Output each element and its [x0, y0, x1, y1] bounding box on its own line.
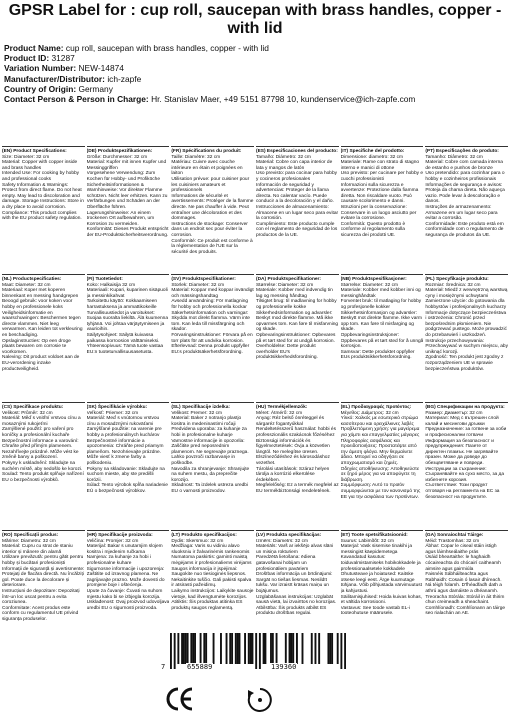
barcode-bar	[331, 633, 333, 664]
language-section	[2, 530, 85, 658]
section-heading: (SV) Produktspecifikationer:	[171, 277, 236, 282]
section-body: Tamanho: Diâmetro: 32 cm Material: Cobre com camada interna de estanho e punhos de bronze Uso pretendido: para cozinhar para o hobby e cozinheiros profissionais Informações de segurança e avisos: Proteja da chama direta. Não aqueça vazio. Pode levar à descoloração e danos. Instruções de armazenamento: Armazene em um lugar seco para evitar a corrosão. Conformidade: Este produto está em conformidade com o regulamento de segurança de produtos da UE.	[425, 154, 505, 238]
section-body: Méret: Átmérő: 32 cm Anyag: Réz belső ónréteggel és sárgaréz fogantyúkkal Rendeltetésszerű használat: hobbi és professzionális szakácsok főzéséhez Biztonsági információk és figyelmeztetések: Óvja a közvetlen lángtól. Ne melegítse üresen. Elszíneződéshez és károsodáshoz vezethet. Tárolási utasítások: Száraz helyen tárolja a korrózió elkerülése érdekében. Megfelelőség: Ez a termék megfelel az EU termékbiztonsági rendeletének.	[255, 410, 339, 494]
barcode-bar	[302, 633, 304, 664]
barcode-bar	[276, 633, 278, 664]
language-section	[2, 146, 85, 274]
language-section	[87, 530, 170, 658]
barcode-bar	[250, 633, 252, 664]
section-body: Izmērs: Diametrs: 32 cm Materiāls: Varš ar iekšējo alvas slāni un misiņa rokturiem Paredzētā lietošana: ēdiena gatavošanai hobijam un profesionāliem pavāriem Drošības informācija un brīdinājumi: Sargāt no tiešas liesmas. Nesildīt tukšu. Var izraisīt krāsas maiņu un bojājumus. Uzglabāšanas instrukcijas: Uzglabāt sausā vietā, lai izvairītos no korozijas. Atbilstība: Šis produkts atbilst ES produktu drošības regulai.	[255, 538, 337, 617]
barcode-right-digits: 139360	[271, 663, 297, 671]
section-heading: (FI) Tuotetiedot:	[86, 277, 123, 282]
section-heading: (HU) Termékjellemzők:	[255, 405, 308, 410]
barcode-bar	[344, 633, 346, 669]
section-body: Koko: Halkaisija 32 cm Materiaali: Kupari, kuparinen sisäpuoli ja messinkikahvat Tarkoitettu käyttö: Kokkaamiseen harrastuksena ja ammattikokeille Turvallisuustiedot ja varoitukset: Suojaa suoralta liekiltä. Älä kuumenna tyhjänä. Voi johtaa värjäytymiseen ja vaurioihin. Säilytysohjeet: Säilytä kuivassa paikassa korroosion välttämiseksi. Yhteensopivuus: Tämä tuote vastaa EU:n tuoteturvallisuusasetusta.	[86, 282, 168, 355]
info-label: Product Name:	[4, 43, 64, 53]
barcode-bar	[185, 633, 187, 664]
info-value: Hr. Stanislav Maer, +49 5151 87798 10, kundenservice@ich-zapfe.com	[151, 94, 416, 105]
info-value: ich-zapfe	[107, 73, 142, 84]
barcode-bar	[190, 633, 192, 664]
section-body: Suurus: Läbimõõt: 32 cm Materjal: Vask sisemise tinakihi ja messingist käepidemetega Kavandatud kasutus: toiduvalmistamiseks hobikokkadele ja professionaalsetele kokkadele Ohutusteave ja hoiatused: Kaitske otsese leegi eest. Ärge kuumutage tühjana. Võib põhjustada värvimuutust ja kahjustusi. Säilitamisjuhised: Hoida kuivas kohas, et vältida korrosiooni. Vastavus: See toode vastab EL-i tooteohutuse määrusele.	[340, 538, 422, 617]
language-section	[425, 530, 508, 658]
barcode-bar	[226, 633, 228, 664]
barcode-bar	[174, 633, 176, 669]
language-section	[87, 146, 170, 274]
barcode-bar	[213, 633, 215, 664]
language-section	[2, 274, 85, 402]
section-heading: (HR) Specifikacije proizvoda:	[86, 533, 153, 538]
barcode-bar	[340, 633, 342, 669]
section-body: Storlek: Diameter: 32 cm Material: Koppar med koppar invändigt och mässingshandtag Avsedd användning: För matlagning för hobby och professionella kockar Säkerhetsinformation och varningar: Skydda mot direkt flamma. Värm inte tom. Kan leda till missfärgning och skador. Förvaringsinstruktioner: Förvara på en torr plats för att undvika korrosion. Efterlevnad: Denna produkt uppfyller EU:s produktsäkerhetsförordning.	[171, 282, 254, 355]
section-body: Size: Diameter: 32 cm Material: Copper with copper inside and brass handles Intended Use: For cooking by hobby and professional cooks Safety Information & Warnings: Protect from direct flame. Do not heat empty. May lead to discoloration and damage. Storage Instructions: Store in a dry place to avoid corrosion. Compliance: This product complies with the EU product safety regulation.	[2, 154, 84, 222]
info-value: 31287	[51, 53, 75, 64]
section-heading: (CS) Specifikace produktu:	[2, 405, 64, 410]
barcode-bar	[181, 633, 183, 664]
barcode-bar	[255, 633, 257, 669]
section-heading: (SK) Špecifikácie výrobku:	[86, 405, 148, 410]
language-section	[341, 402, 424, 530]
section-body: Größe: Durchmesser: 32 cm Material: Kupfer mit innen Kupfer und Messinggriffen Vorgesehene Verwendung: Zum Kochen für Hobby- und Profiköche Sicherheitsinformationen & Warnhinweise: Vor direkter Flamme schützen. Nicht leer erhitzen. Kann zu Verfärbungen und Schäden an der Oberfläche führen. Lagerungshinweise: An einem trockenen Ort aufbewahren, um Korrosion zu vermeiden. Konformität: Dieses Produkt entspricht der EU-Produktsicherheitsverordnung.	[86, 154, 169, 238]
barcode-bar	[337, 633, 339, 664]
barcode-bar	[239, 633, 241, 664]
section-heading: (LV) Produkta specifikācijas:	[255, 533, 322, 538]
info-line	[4, 63, 508, 73]
barcode-bar	[311, 633, 313, 664]
section-body: Dimensione: diametro: 32 cm Materiale: Rame con strato di stagno interno e manici di ottone Uso previsto: per cucinare per hobby e cuochi professionisti Informazioni sulla sicurezza e avvertenze: Protezione dalla fiamma diretta. Non riscaldare vuoto. Può causare scolorimento e danni. Istruzioni per la conservazione: Conservare in un luogo asciutto per evitare la corrosione. Conformità: Questo prodotto è conforme al regolamento sulla sicurezza dei prodotti UE.	[340, 154, 424, 238]
barcode-bar	[259, 633, 261, 669]
section-heading: (FR) Spécifications du produit:	[171, 149, 242, 154]
section-body: Méid: Trastomhas: 32 cm Ábhar: Copar le ciseal stáin istigh agus láimhseálaithe prás Úsáid bheartaithe: le haghaidh cócaireachta do chócairí caitheamh aimsire agus gairmiúla Faisnéis Sábháilteachta agus Rabhaidh: Cosain ó lasair dhíreach. Ná téigh folamh. D'fhéadfadh dath a athrú agus damáiste a dhéanamh. Treoracha Stórála: Stóráil in áit thirim chun creimeadh a sheachaint. Comhlíonadh: Comhlíonann an táirge seo rialachán an AE.	[425, 538, 506, 617]
info-label: Contact Person & Person in Charge:	[4, 94, 149, 105]
language-section	[2, 402, 85, 530]
barcode-bar	[289, 633, 291, 664]
language-section	[256, 274, 339, 402]
section-body: Størrelse: Diameter: 32 cm Materiale: Kobber med indvendig tin lag og messing håndtag Tilsigtet brug: til madlavning for hobby og professionelle kokke Sikkerhedsinformation og advarsler: Beskyt mod direkte flamme. Må ikke opvarmes tom. Kan føre til misfarvning og skade. Opbevaringsinstruktioner: Opbevares på et tørt sted for at undgå korrosion. Overholdelse: Dette produkt overholder EU's produktsikkerhedsforordning.	[255, 282, 339, 361]
section-body: Veľkosť: Priemer: 32 cm Materiál: Meď s vnútornou vrstvou cínu a mosadznými rukoväťami Zamýšľané použitie: na varenie pre hobby a profesionálnych kuchárov Bezpečnostné informácie a upozornenia: Chráňte pred priamym plameňom. Nezohrievajte prázdne. Môže viesť k zmene farby a poškodeniu. Pokyny na skladovanie: Skladujte na suchom mieste, aby ste predišli korózii. Súlad: Tento výrobok spĺňa nariadenie EÚ o bezpečnosti výrobkov.	[86, 410, 168, 494]
barcode-bar	[170, 633, 172, 669]
info-label: Country of Origin:	[4, 83, 77, 94]
section-heading: (GA) Sonraíochtaí Táirge:	[425, 533, 484, 538]
barcode-bar	[272, 633, 274, 664]
barcode-bar	[290, 633, 292, 664]
section-body: Dydis: Skersmuo: 32 cm Medžiaga: Varis su vidiniu alavo sluoksniu ir žalvarinėmis rankenomis Numatoma paskirtis: gaminti maistą mėgėjams ir profesionaliems virėjams Saugos informacija ir įspėjimai: Saugokite nuo tiesioginės liepsnos. Nekaitinkite tuščio. Gali pakisti spalva ir atsirasti pažeidimų. Laikymo instrukcijos: Laikykite sausoje vietoje, kad išvengtumėte korozijos. Atitiktis: Šis produktas atitinka ES produktų saugos reglamentą.	[171, 538, 254, 611]
info-value: NEW-14874	[78, 63, 124, 74]
info-line	[4, 94, 508, 104]
barcode-bar	[229, 633, 231, 664]
section-body: Mărime: Diametru: 32 cm Material: Cupru cu strat de staniu interior și mânere din alamă Utilizare prevăzută: pentru gătit pentru hobby și bucătari profesioniști Informații de siguranță și avertismente: Protejați de flacăra directă. Nu încălziți gol. Poate duce la decolorare și deteriorare. Instrucțiuni de depozitare: Depozitați într-un loc uscat pentru a evita coroziunea. Conformitate: Acest produs este conform cu regulamentul UE privind siguranța produselor.	[2, 538, 85, 622]
section-heading: (NL) Productspecificaties:	[2, 277, 62, 282]
info-value: Germany	[78, 83, 113, 94]
info-label: Manufacturer/Distributor:	[4, 73, 105, 84]
barcode-bar	[296, 633, 298, 664]
language-section	[425, 402, 508, 530]
barcode-left-digits: 655889	[187, 663, 213, 671]
section-body: Tamaño: Diámetro: 32 cm Material: Cobre con capa interior de lata y mangos de latón Uso previsto: para cocinar para hobby y cocineros profesionales Información de seguridad y advertencias: Proteger de la llama directa. No calentar vacío. Puede conducir a la decoloración y el daño. Instrucciones de almacenamiento: Almacene en un lugar seco para evitar la corrosión. Cumplimiento: Este producto cumple con el reglamento de seguridad de los productos de la UE.	[255, 154, 339, 238]
section-heading: (SL) Specifikacije izdelka:	[171, 405, 230, 410]
language-section	[256, 146, 339, 274]
section-body: Μέγεθος: Διάμετρος: 32 cm Υλικό: Χαλκός με εσωτερικό στρώμα κασσίτερου και ορειχάλκινες λαβές Προβλεπόμενη χρήση: για μαγείρεμα για χόμπι και επαγγελματίες μάγειρες Πληροφορίες ασφάλειας και προειδοποιήσεις: Προστατέψτε από την άμεση φλόγα. Μην θερμαίνετε άδειο. Μπορεί να οδηγήσει σε αποχρωματισμό και ζημιές. Οδηγίες αποθήκευσης: Αποθηκεύστε σε ξηρό μέρος για να αποφύγετε τη διάβρωση. Συμμόρφωση: Αυτό το προϊόν συμμορφώνεται με τον κανονισμό της ΕΕ για την ασφάλεια των προϊόντων.	[340, 410, 421, 500]
barcode-bar	[248, 633, 250, 664]
barcode-bar	[192, 633, 194, 664]
barcode-bar	[264, 633, 266, 664]
barcode-bar	[270, 633, 272, 664]
language-section	[171, 274, 254, 402]
barcode-bar	[203, 633, 205, 664]
barcode-bar	[235, 633, 237, 664]
barcode-bar	[318, 633, 320, 664]
section-heading: (RO) Specificații produs:	[2, 533, 59, 538]
section-heading: (ET) Toote spetsifikatsioonid:	[340, 533, 408, 538]
barcode-bar	[263, 633, 265, 664]
barcode-bar	[187, 633, 189, 664]
info-line	[4, 53, 508, 63]
product-info	[4, 43, 508, 104]
section-heading: (EL) Προδιαγραφές προϊόντος:	[340, 405, 412, 410]
section-heading: (PL) Specyfikacje produktu:	[425, 277, 489, 282]
section-heading: (LT) Produkto specifikacijos:	[171, 533, 237, 538]
language-grid	[2, 146, 508, 658]
section-heading: (DA) Produktspecifikationer:	[255, 277, 322, 282]
language-section	[425, 146, 508, 274]
section-body: Størrelse: Diameter: 32 cm Materiale: Kobber med kobber inni og messinghåndtak Forventet bruk: til matlaging for hobby og profesjonelle kokker Sikkerhetsinformasjon og advarsler: Beskytt mot direkte flamme. Ikke varm opp tom. Kan føre til misfarging og skade. Oppbevaringsinstruksjoner: Oppbevares på et tørt sted for å unngå korrosjon. Samsvar: Dette produktet oppfyller EUs produktsikkerhetsforordning.	[340, 282, 424, 361]
barcode	[160, 633, 350, 675]
language-section	[171, 146, 254, 274]
section-heading: (PT) Especificações do produto:	[425, 149, 499, 154]
section-heading: (NB) Produktspesifikasjoner:	[340, 277, 407, 282]
barcode-bar	[220, 633, 222, 664]
section-body: Размер: Диаметър: 32 cm Материал: Мед с вътрешен слой калай и месингови дръжки Предназначение: за готвене за хоби и професионални готвачи Информация за безопасност и предупреждения: Пазете от директен пламък. Не загрявайте празен. Може да доведе до обезцветяване и повреди. Инструкции за съхранение: Съхранявайте на сухо място, за да избегнете корозия. Съответствие: Този продукт отговаря на регламента на ЕС за безопасност на продуктите.	[425, 410, 507, 500]
barcode-first-digit: 7	[161, 663, 166, 671]
language-section	[256, 402, 339, 530]
section-heading: (DE) Produktspezifikationen:	[86, 149, 153, 154]
barcode-bar	[292, 633, 294, 664]
info-label: Variation Number:	[4, 63, 77, 74]
section-body: Taille: Diamètre: 32 cm Matériau: Cuivre avec couche intérieure en étain et poignées en laiton Utilisation prévue: pour cuisiner pour les cuisiniers amateurs et professionnels Informations de sécurité et avertissements: Protéger de la flamme directe. Ne pas chauffer à vide. Peut entraîner une décoloration et des dommages. Instructions de stockage: Conserver dans un endroit sec pour éviter la corrosion. Conformité: Ce produit est conforme à la réglementation de l'UE sur la sécurité des produits.	[171, 154, 254, 255]
language-section	[341, 274, 424, 402]
language-section	[171, 402, 254, 530]
info-line	[4, 74, 508, 84]
language-section	[87, 402, 170, 530]
barcode-bar	[244, 633, 246, 664]
barcode-bar	[200, 633, 202, 664]
section-heading: (EN) Product Specifications:	[2, 149, 67, 154]
barcode-bar	[237, 633, 239, 664]
info-label: Product ID:	[4, 53, 50, 64]
barcode-bar	[315, 633, 317, 664]
language-section	[87, 274, 170, 402]
info-line	[4, 84, 508, 94]
certification-marks	[0, 686, 510, 716]
barcode-bar	[194, 633, 196, 664]
barcode-bar	[183, 633, 185, 664]
barcode-bar	[231, 633, 233, 664]
barcode-bar	[177, 633, 179, 664]
section-heading: (ES) Especificaciones del producto:	[255, 149, 338, 154]
barcode-bar	[252, 633, 254, 664]
section-heading: (IT) Specifiche del prodotto:	[340, 149, 405, 154]
section-heading: (BG) Спецификации на продукта:	[425, 405, 505, 410]
section-body: Veličina: Promjer: 32 cm Materijal: Bakar s unutarnjim slojem kositra i mjedenim ručkama Namjena: za kuhanje za hobi i profesionalne kuhare Sigurnosne informacije i upozorenja: Zaštitite od izravnog plamena. Ne zagrijavajte prazno. Može dovesti do promjene boje i oštećenja. Upute za čuvanje: Čuvati na suhom mjestu kako bi se izbjegla korozija. Usklađenost: Ovaj proizvod udovoljava uredbi EU o sigurnosti proizvoda.	[86, 538, 170, 611]
ce-mark-icon	[165, 686, 195, 712]
page-title: GPSR Label for : cup roll, saucepan with brass handles, copper - with lid	[8, 2, 502, 37]
barcode-bar	[285, 633, 287, 664]
barcode-bar	[327, 633, 329, 664]
language-section	[341, 530, 424, 658]
language-section	[341, 146, 424, 274]
section-body: Velikost: Premer: 32 cm Material: Baker z notranjo plastjo kositra in medeninastimi ročaji Predvidena uporaba: za kuhanje za hobi in profesionalne kuharje Varnostne informacije in opozorila: Zaščitite pred neposrednim plamenom. Ne segrevajte praznega. Lahko povzroči razbarvanje in poškodbe. Navodila za shranjevanje: Shranjujte na suhem mestu, da preprečite korozijo. Skladnost: Ta izdelek ustreza uredbi EU o varnosti proizvodov.	[171, 410, 250, 494]
section-body: Rozmiar: Średnica: 32 cm Materiał: Miedź z wewnętrzną warstwą cyny i mosiężnymi uchwytami Zamierzone użycie: do gotowania dla hobbystów i profesjonalnych kucharzy Informacje dotyczące bezpieczeństwa i ostrzeżenia: Chronić przed bezpośrednim płomieniem. Nie podgrzewać pustego. Może prowadzić do przebarwień i uszkodzeń. Instrukcje przechowywania: Przechowywać w suchym miejscu, aby uniknąć korozji. Zgodność: Ten produkt jest zgodny z rozporządzeniem UE w sprawie bezpieczeństwa produktów.	[425, 282, 508, 372]
info-line	[4, 43, 508, 53]
barcode-bar	[329, 633, 331, 664]
section-body: Velikost: Průměr: 32 cm Materiál: Měď s vnitřní vrstvou cínu a mosaznými rukojeťmi Zamýšlené použití: pro vaření pro koníčky a profesionální kuchaře Bezpečnostní informace a varování: Chraňte před přímým plamenem. Nezahřívejte prázdné. Může vést ke změně barvy a poškození. Pokyny k uskladnění: Skladujte na suchém místě, aby nedošlo ke korozi. Soulad: Tento produkt splňuje nařízení EU o bezpečnosti výrobků.	[2, 410, 84, 483]
language-section	[425, 274, 508, 402]
info-value: cup roll, saucepan with brass handles, copper - with lid	[65, 43, 269, 53]
section-body: Maat: Diameter: 32 cm Materiaal: Koper met koperen binnenkant en messing handgrepen Beoogd gebruik: voor koken voor hobby en professionele koks Veiligheidsinformatie en waarschuwingen: Beschermen tegen directe vlammen. Niet leeg verwarmen. Kan leiden tot verkleuring en beschadiging. Opslaginstructies: Op een droge plaats bewaren om corrosie te voorkomen. Naleving: Dit product voldoet aan de EU-verordening inzake productveiligheid.	[2, 282, 83, 372]
recycling-icon	[245, 686, 275, 714]
barcode-bar	[205, 633, 207, 664]
